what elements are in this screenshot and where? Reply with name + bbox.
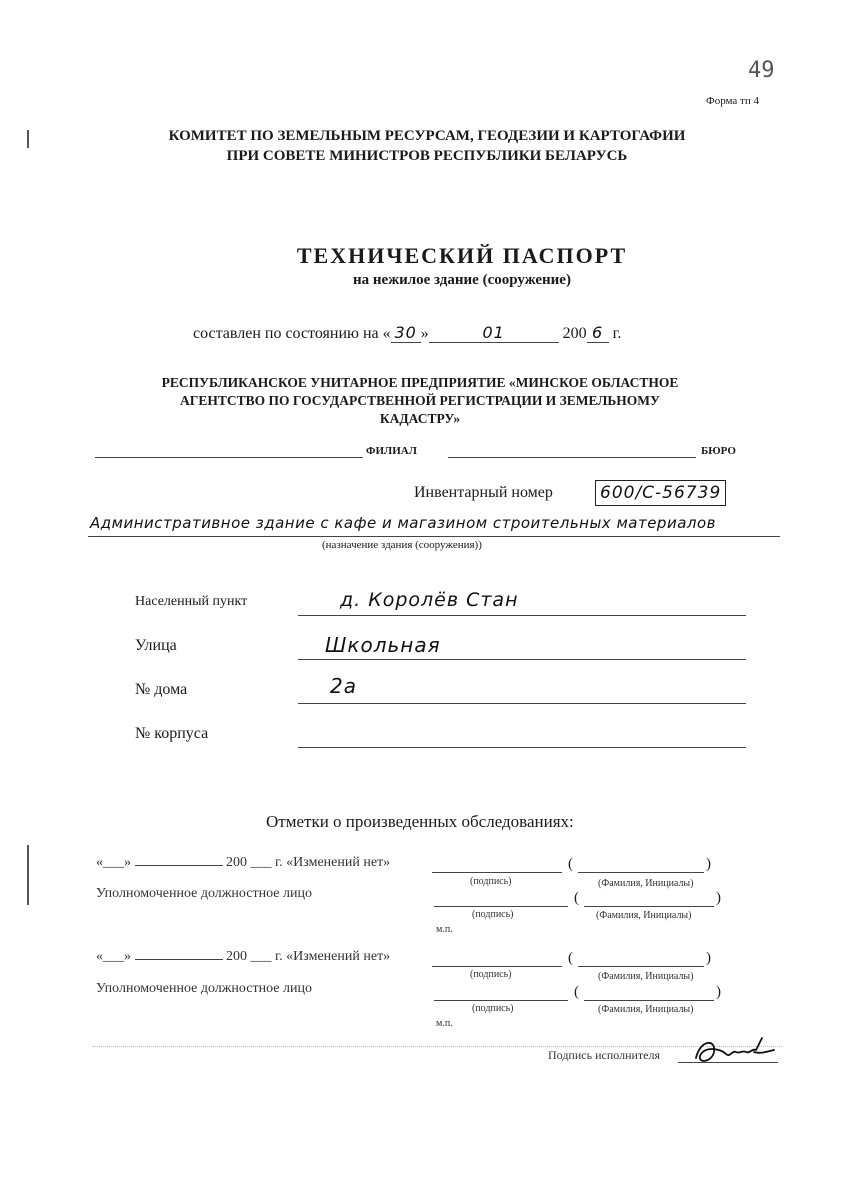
name-caption: (Фамилия, Инициалы): [598, 1004, 694, 1015]
purpose-value: Административное здание с кафе и магазином строительных материалов: [90, 514, 716, 532]
date-year-prefix: 200: [562, 325, 587, 342]
settlement-line: [298, 615, 746, 616]
filial-line: [95, 457, 363, 458]
committee-line-1: КОМИТЕТ ПО ЗЕМЕЛЬНЫМ РЕСУРСАМ, ГЕОДЕЗИИ И КАРТОГАФИИ: [168, 128, 686, 144]
name-line: [584, 1000, 714, 1001]
authorized-person-label: Уполномоченное должностное лицо: [96, 981, 312, 996]
name-line: [578, 966, 704, 967]
date-suffix: г.: [612, 325, 622, 342]
street-line: [298, 659, 746, 660]
form-label: Форма тп 4: [706, 95, 759, 107]
building-label: № корпуса: [135, 725, 209, 742]
building-line: [298, 747, 746, 748]
executor-signature: [686, 1030, 786, 1070]
name-caption: (Фамилия, Инициалы): [598, 971, 694, 982]
purpose-caption: (назначение здания (сооружения)): [322, 539, 482, 551]
inspection-year: 200 ___: [226, 855, 272, 870]
street-value: Школьная: [325, 633, 441, 657]
signature-line: [434, 1000, 568, 1001]
enterprise-line-1: РЕСПУБЛИКАНСКОЕ УНИТАРНОЕ ПРЕДПРИЯТИЕ «МИНСКОЕ ОБЛАСТНОЕ: [161, 375, 679, 390]
name-line: [584, 906, 714, 907]
scan-artifact: [27, 845, 29, 905]
committee-line-2: ПРИ СОВЕТЕ МИНИСТРОВ РЕСПУБЛИКИ БЕЛАРУСЬ: [226, 148, 628, 164]
inventory-label: Инвентарный номер: [414, 484, 553, 501]
signature-caption: (подпись): [470, 876, 512, 887]
inspections-heading: Отметки о произведенных обследованиях:: [266, 812, 574, 831]
name-caption: (Фамилия, Инициалы): [598, 878, 694, 889]
settlement-label: Населенный пункт: [135, 594, 248, 609]
signature-line: [432, 872, 562, 873]
signature-caption: (подпись): [470, 969, 512, 980]
street-label: Улица: [135, 637, 177, 654]
paren-close: ): [706, 856, 711, 872]
bureau-label: БЮРО: [701, 445, 736, 457]
inspection-no-changes: г. «Изменений нет»: [275, 855, 391, 870]
date-quote: »: [420, 325, 429, 342]
house-value: 2а: [330, 674, 357, 698]
inspection-no-changes: г. «Изменений нет»: [275, 949, 391, 964]
date-year-digit: 6: [587, 323, 609, 343]
document-subtitle: на нежилое здание (сооружение): [353, 272, 571, 288]
paren-open: (: [568, 950, 573, 966]
authorized-person-label: Уполномоченное должностное лицо: [96, 886, 312, 901]
name-caption: (Фамилия, Инициалы): [596, 910, 692, 921]
separator-line: [92, 1046, 782, 1047]
inventory-value: 600/С-56739: [595, 480, 726, 506]
inspection-year: 200 ___: [226, 949, 272, 964]
stamp-label: м.п.: [436, 1018, 453, 1029]
inspection-day: «___»: [96, 855, 131, 870]
settlement-value: д. Королёв Стан: [340, 589, 519, 611]
signature-line: [432, 966, 562, 967]
date-day: 30: [391, 323, 421, 343]
house-label: № дома: [135, 681, 188, 698]
stamp-label: м.п.: [436, 924, 453, 935]
executor-signature-label: Подпись исполнителя: [548, 1048, 660, 1062]
date-month: 01: [429, 323, 559, 343]
signature-caption: (подпись): [472, 1003, 514, 1014]
filial-label: ФИЛИАЛ: [366, 445, 417, 457]
signature-line: [434, 906, 568, 907]
paren-open: (: [574, 890, 579, 906]
house-line: [298, 703, 746, 704]
inspection-day: «___»: [96, 949, 131, 964]
enterprise-line-2: АГЕНТСТВО ПО ГОСУДАРСТВЕННОЙ РЕГИСТРАЦИИ И ЗЕМЕЛЬНОМУ: [180, 393, 660, 408]
paren-open: (: [568, 856, 573, 872]
sheet-number: 49: [748, 58, 775, 83]
paren-open: (: [574, 984, 579, 1000]
paren-close: ): [716, 890, 721, 906]
enterprise-line-3: КАДАСТРУ»: [379, 411, 461, 426]
signature-caption: (подпись): [472, 909, 514, 920]
purpose-line: [88, 536, 780, 537]
paren-close: ): [706, 950, 711, 966]
paren-close: ): [716, 984, 721, 1000]
name-line: [578, 872, 704, 873]
document-title: ТЕХНИЧЕСКИЙ ПАСПОРТ: [296, 243, 628, 268]
date-prefix: составлен по состоянию на «: [193, 325, 391, 342]
date-line: [193, 323, 621, 343]
bureau-line: [448, 457, 696, 458]
